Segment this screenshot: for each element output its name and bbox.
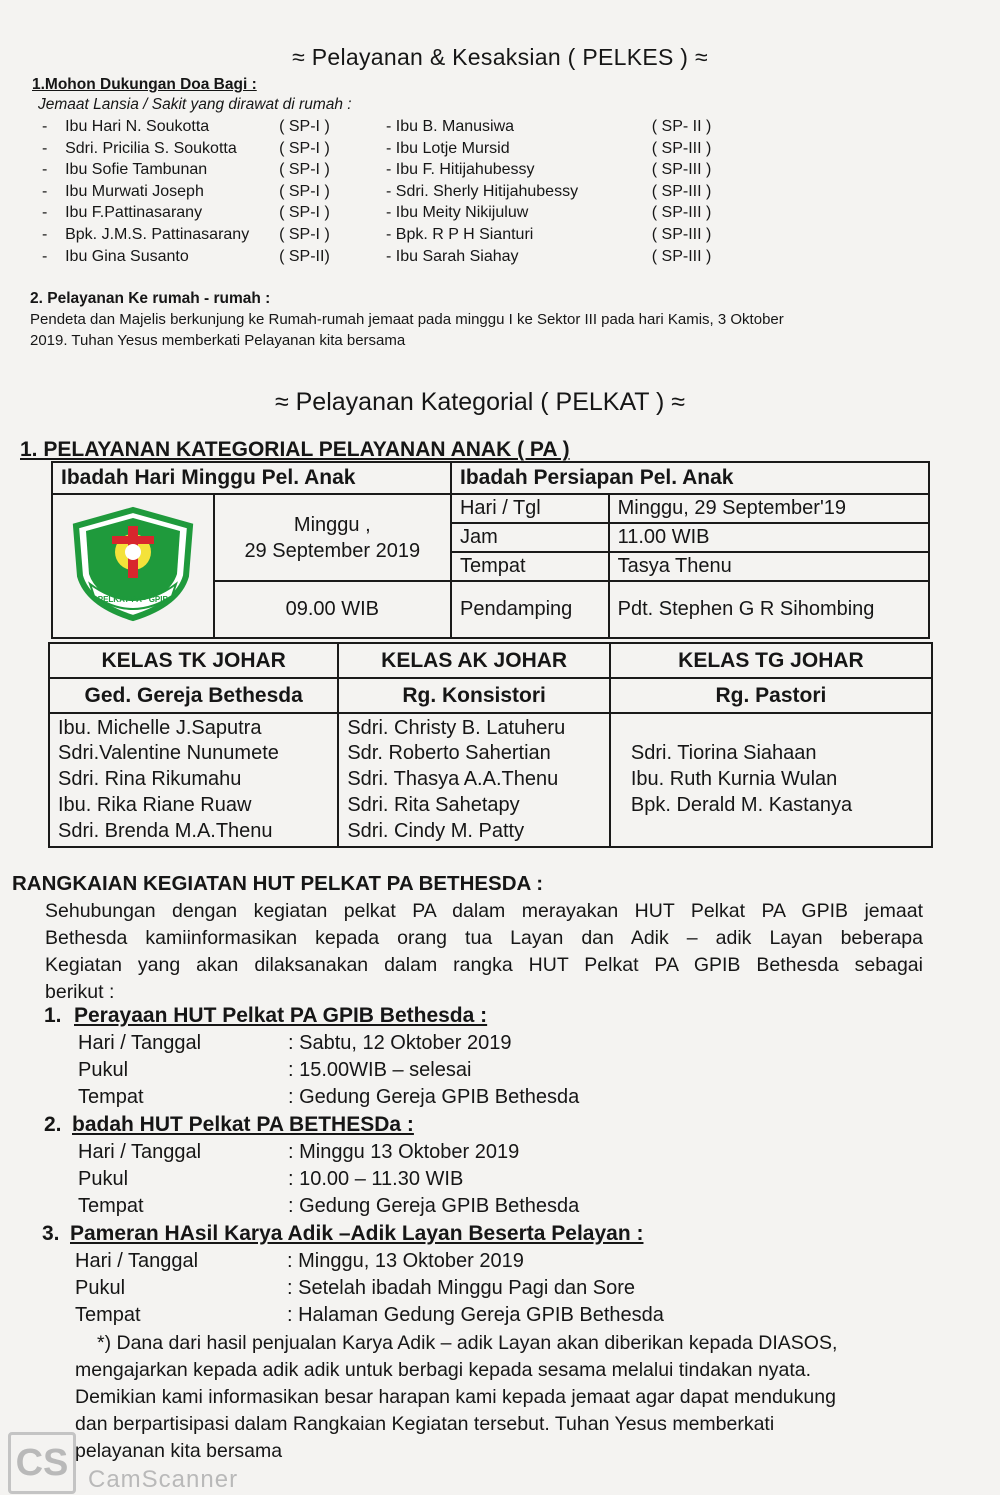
rumah-line-1: Pendeta dan Majelis berkunjung ke Rumah-rumah jemaat pada minggu I ke Sektor III pada hari Kamis, 3 Oktober xyxy=(30,311,784,328)
list-item: Sdr. Roberto Sahertian xyxy=(347,742,551,765)
list-item: Sdri. Cindy M. Patty xyxy=(347,819,525,842)
hut-note xyxy=(75,1330,935,1465)
tempat-label: Tempat xyxy=(451,552,609,581)
tempat-value: Tasya Thenu xyxy=(609,552,929,581)
event-3-hari: Hari / Tanggal : Minggu, 13 Oktober 2019 xyxy=(75,1250,524,1272)
doa-right-list xyxy=(386,116,711,267)
event-2-pukul: Pukul : 10.00 – 11.30 WIB xyxy=(78,1168,464,1190)
list-item: - Ibu Murwati Joseph ( SP-I ) xyxy=(42,182,330,200)
camscanner-watermark: CamScanner xyxy=(88,1466,239,1493)
list-item: - Ibu Meity Nikijuluw ( SP-III ) xyxy=(386,204,712,222)
event-3-tempat: Tempat : Halaman Gedung Gereja GPIB Bethesda xyxy=(75,1304,664,1326)
list-item: Sdri. Christy B. Latuheru xyxy=(347,716,566,739)
minggu-time: 09.00 WIB xyxy=(214,581,451,638)
list-item: - Ibu Gina Susanto ( SP-II) xyxy=(42,247,330,265)
list-item: - Ibu Lotje Mursid ( SP-III ) xyxy=(386,139,712,157)
event-1-hari: Hari / Tanggal : Sabtu, 12 Oktober 2019 xyxy=(78,1032,512,1054)
event-1-tempat: Tempat : Gedung Gereja GPIB Bethesda xyxy=(78,1086,580,1108)
doa-heading: 1.Mohon Dukungan Doa Bagi : xyxy=(32,76,257,93)
list-item: Ibu. Michelle J.Saputra xyxy=(58,716,262,739)
hut-intro-line: berikut : xyxy=(45,981,115,1003)
hari-label: Hari / Tgl xyxy=(451,494,609,523)
rumah-heading: 2. Pelayanan Ke rumah - rumah : xyxy=(30,290,271,307)
list-item: Sdri. Brenda M.A.Thenu xyxy=(58,819,273,842)
minggu-date-line-2: 29 September 2019 xyxy=(244,539,421,562)
pendamping-label: Pendamping xyxy=(451,581,609,638)
event-1-pukul: Pukul : 15.00WIB – selesai xyxy=(78,1059,472,1081)
minggu-date-line-1: Minggu , xyxy=(293,513,371,536)
list-item: - Ibu Sarah Siahay ( SP-III ) xyxy=(386,247,712,265)
kelas-tg-header: KELAS TG JOHAR xyxy=(610,643,932,678)
pa-heading: 1. PELAYANAN KATEGORIAL PELAYANAN ANAK ( PA ) xyxy=(20,438,570,461)
list-item: - Ibu Hari N. Soukotta ( SP-I ) xyxy=(42,118,330,135)
hut-intro xyxy=(45,898,923,1006)
list-item: - Sdri. Pricilia S. Soukotta ( SP-I ) xyxy=(42,139,330,157)
kelas-ak-pelayan xyxy=(338,713,610,847)
list-item: - Ibu Sofie Tambunan ( SP-I ) xyxy=(42,161,330,179)
event-3-pukul: Pukul : Setelah ibadah Minggu Pagi dan Sore xyxy=(75,1277,636,1299)
pelkat-pa-logo-icon xyxy=(68,504,198,622)
list-item: Sdri.Valentine Nunumete xyxy=(58,742,279,765)
hut-intro-line: Sehubungan dengan kegiatan pelkat PA dalam merayakan HUT Pelkat PA GPIB jemaat xyxy=(45,900,923,922)
kelas-tg-pelayan xyxy=(610,713,932,847)
list-item: - Ibu F.Pattinasarany ( SP-I ) xyxy=(42,204,330,222)
pendamping-value: Pdt. Stephen G R Sihombing xyxy=(609,581,929,638)
minggu-date xyxy=(214,494,451,581)
kelas-tk-pelayan xyxy=(49,713,338,847)
list-item: - Ibu B. Manusiwa ( SP- II ) xyxy=(386,118,712,135)
note-line: *) Dana dari hasil penjualan Karya Adik – adik Layan akan diberikan kepada DIASOS, xyxy=(97,1332,838,1354)
pa-schedule-table xyxy=(51,461,930,639)
note-line: mengajarkan kepada adik adik untuk berbagi kepada sesama melalui tindakan nyata. xyxy=(75,1359,812,1381)
event-1-title: 1. Perayaan HUT Pelkat PA GPIB Bethesda : xyxy=(44,1004,488,1027)
svg-text:PELKAT PA · GPIB: PELKAT PA · GPIB xyxy=(97,595,169,604)
list-item: Sdri. Thasya A.A.Thenu xyxy=(347,768,559,791)
jam-label: Jam xyxy=(451,523,609,552)
list-item: - Sdri. Sherly Hitijahubessy ( SP-III ) xyxy=(386,182,712,200)
pelkes-title: ≈ Pelayanan & Kesaksian ( PELKES ) ≈ xyxy=(292,44,708,70)
hut-intro-line: Bethesda kamiinformasikan kepada orang tua Layan dan Adik – adik Layan beberapa xyxy=(45,927,923,949)
note-line: dan berpartisipasi dalam Rangkaian Kegiatan tersebut. Tuhan Yesus memberkati xyxy=(75,1413,775,1435)
note-line: Demikian kami informasikan besar harapan kami kepada jemaat agar dapat mendukung xyxy=(75,1386,836,1408)
list-item: Sdri. Rita Sahetapy xyxy=(347,793,520,816)
doa-left-list xyxy=(42,116,330,267)
hari-value: Minggu, 29 September'19 xyxy=(609,494,929,523)
event-2-title: 2. badah HUT Pelkat PA BETHESDa : xyxy=(44,1113,414,1136)
list-item: - Bpk. J.M.S. Pattinasarany ( SP-I ) xyxy=(42,225,330,243)
kelas-ak-header: KELAS AK JOHAR xyxy=(338,643,610,678)
list-item: - Ibu F. Hitijahubessy ( SP-III ) xyxy=(386,161,712,179)
list-item: Sdri. Rina Rikumahu xyxy=(58,768,242,791)
event-3-title: 3. Pameran HAsil Karya Adik –Adik Layan Beserta Pelayan : xyxy=(42,1222,644,1245)
kelas-tk-header: KELAS TK JOHAR xyxy=(49,643,338,678)
pelkat-logo xyxy=(52,494,214,638)
kelas-table xyxy=(48,642,933,848)
list-item: Sdri. Tiorina Siahaan xyxy=(630,742,817,765)
list-item: Ibu. Ruth Kurnia Wulan xyxy=(630,768,838,791)
rumah-line-2: 2019. Tuhan Yesus memberkati Pelayanan kita bersama xyxy=(30,332,406,349)
jam-value: 11.00 WIB xyxy=(609,523,929,552)
list-item: Ibu. Rika Riane Ruaw xyxy=(58,793,252,816)
note-line: pelayanan kita bersama xyxy=(75,1440,283,1462)
pelkat-title: ≈ Pelayanan Kategorial ( PELKAT ) ≈ xyxy=(274,388,686,416)
kelas-tg-tempat: Rg. Pastori xyxy=(610,678,932,713)
list-item: - Bpk. R P H Sianturi ( SP-III ) xyxy=(386,225,712,243)
kelas-tk-tempat: Ged. Gereja Bethesda xyxy=(49,678,338,713)
list-item: Bpk. Derald M. Kastanya xyxy=(630,793,853,816)
event-2-hari: Hari / Tanggal : Minggu 13 Oktober 2019 xyxy=(78,1141,520,1163)
camscanner-logo-icon: CS xyxy=(8,1432,76,1494)
hut-intro-line: Kegiatan yang akan dilaksanakan dalam rangka HUT Pelkat PA GPIB Bethesda sebagai xyxy=(45,954,923,976)
doa-subheading: Jemaat Lansia / Sakit yang dirawat di rumah : xyxy=(38,96,352,113)
ibadah-minggu-header: Ibadah Hari Minggu Pel. Anak xyxy=(52,462,451,494)
kelas-ak-tempat: Rg. Konsistori xyxy=(338,678,610,713)
ibadah-persiapan-header: Ibadah Persiapan Pel. Anak xyxy=(451,462,929,494)
event-2-tempat: Tempat : Gedung Gereja GPIB Bethesda xyxy=(78,1195,580,1217)
hut-heading: RANGKAIAN KEGIATAN HUT PELKAT PA BETHESDA : xyxy=(12,872,544,895)
